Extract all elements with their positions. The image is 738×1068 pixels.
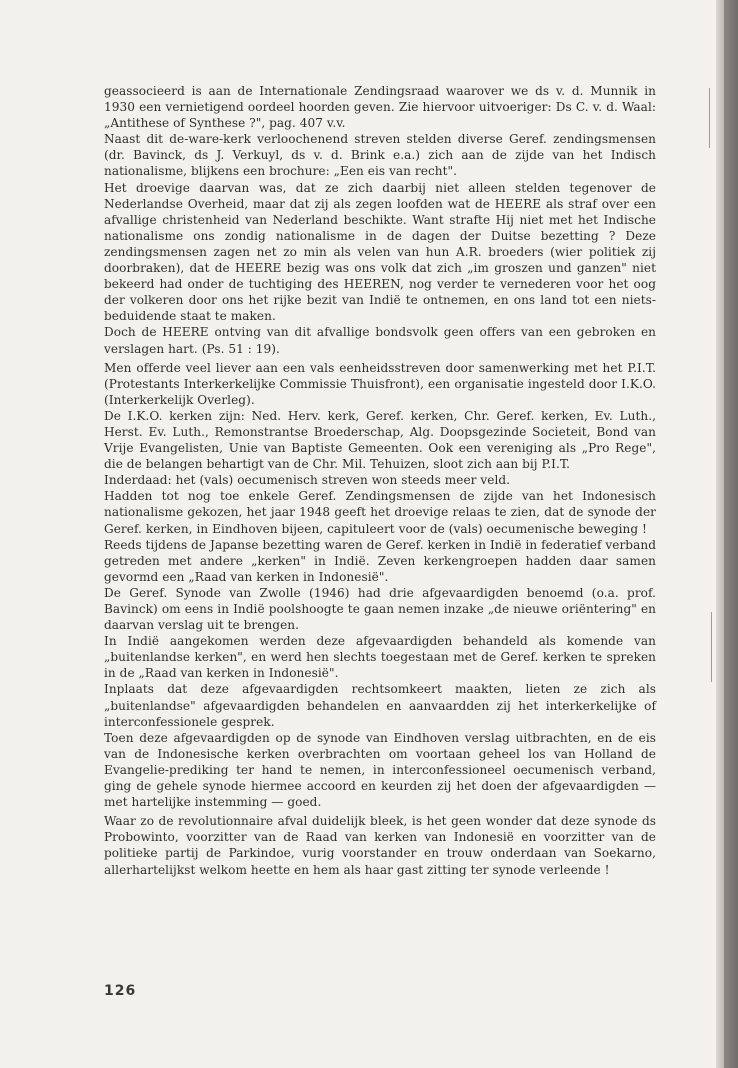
paragraph: Men offerde veel liever aan een vals eenheidsstreven door samenwerking met het P.I.T. (Protestants Interkerkelijke Commissie Thuisfront), een organisatie ingesteld door I.K.O. (Interkerkelijk Overleg). (104, 360, 656, 407)
paragraph: Inplaats dat deze afgevaardigden rechtsomkeert maakten, lieten ze zich als „buitenlandse" afgevaardigden behandelen en aanvaardden zij het interkerkelijke of interconfessionele gesprek. (104, 682, 656, 729)
paragraph: Inderdaad: het (vals) oecumenisch streven won steeds meer veld. (104, 473, 511, 488)
paragraph: geassocieerd is aan de Internationale Zendingsraad waarover we ds v. d. Munnik in 1930 een vernietigend oordeel hoorden geven. Zie hiervoor uitvoeriger: Ds C. v. d. Waal: „Antithese of Synthese ?", pag. 407 v.v. (104, 84, 656, 131)
paragraph: De Geref. Synode van Zwolle (1946) had drie afgevaardigden benoemd (o.a. prof. Bavinck) om eens in Indië poolshoogte te gaan nemen inzake „de nieuwe oriëntering" en daarvan verslag uit te brengen. (104, 585, 656, 633)
paragraph: Doch de HEERE ontving van dit afvallige bondsvolk geen offers van een gebroken en verslagen hart. (Ps. 51 : 19). (104, 325, 656, 356)
paragraph: In Indië aangekomen werden deze afgevaardigden behandeld als komende van „buitenlandse kerken", en werd hen slechts toegestaan met de Geref. kerken te spreken in de „Raad van kerken in Indonesië". (104, 634, 656, 681)
paragraph: De I.K.O. kerken zijn: Ned. Herv. kerk, Geref. kerken, Chr. Geref. kerken, Ev. Luth., Herst. Ev. Luth., Remonstrantse Broederschap, Alg. Doopsgezinde Societeit, Bond van Vrije Evangelisten, Unie van Baptiste Gemeenten. Ook een vereniging als „Pro Rege", die de belangen behartigt van de Chr. Mil. Tehuizen, sloot zich aan bij P.I.T. (104, 408, 656, 472)
page-edge-shadow (716, 0, 724, 1068)
body-text (104, 83, 656, 878)
margin-scan-mark (711, 612, 712, 682)
paragraph: Naast dit de-ware-kerk verloochenend streven stelden diverse Geref. zendingsmensen (dr. Bavinck, ds J. Verkuyl, ds v. d. Brink e.a.) zich aan de zijde van het Indisch nationalisme, blijkens een brochure: „Een eis van recht". (104, 132, 656, 179)
paragraph: Hadden tot nog toe enkele Geref. Zendingsmensen de zijde van het Indonesisch nationalisme gekozen, het jaar 1948 geeft het droevige relaas te zien, dat de synode der Geref. kerken, in Eindhoven bijeen, capituleert voor de (vals) oecumenische beweging ! (104, 489, 656, 536)
margin-scan-mark (709, 88, 710, 148)
paragraph: Het droevige daarvan was, dat ze zich daarbij niet alleen stelden tegenover de Nederlandse Overheid, maar dat zij als zegen loofden wat de HEERE als straf over een afvallige christenheid van Nederland beschikte. Want strafte Hij niet met het Indische nationalisme ons zondig nationalisme in de dagen der Duitse bezetting ? Deze zendingsmensen zagen net zo min als velen van hun A.R. broeders (wier politiek zij doorbraken), dat de HEERE bezig was ons volk dat zich „im groszen und ganzen" niet bekeerd had onder de tuchtiging des HEEREN, nog verder te vernederen voor het oog der volkeren door ons het rijke bezit van Indië te ontnemen, en ons land tot een niets-beduidende staat te maken. (104, 180, 656, 324)
paragraph: Reeds tijdens de Japanse bezetting waren de Geref. kerken in Indië in federatief verband getreden met andere „kerken" in Indië. Zeven kerkengroepen hadden daar samen gevormd een „Raad van kerken in Indonesië". (104, 537, 656, 584)
page-edge-binding (724, 0, 738, 1068)
paragraph: Waar zo de revolutionnaire afval duidelijk bleek, is het geen wonder dat deze synode ds Probowinto, voorzitter van de Raad van kerken van Indonesië en voorzitter van de politieke partij de Parkindoe, vurig voorstander en trouw onderdaan van Soekarno, allerhartelijkst welkom heette en hem als haar gast zitting ter synode verleende ! (104, 814, 656, 877)
page-number: 126 (104, 983, 137, 999)
paragraph: Toen deze afgevaardigden op de synode van Eindhoven verslag uitbrachten, en de eis van de Indonesische kerken overbrachten om voortaan geheel los van Holland de Evangelie-prediking ter hand te nemen, in interconfessioneel oecumenisch verband, ging de gehele synode hiermee accoord en keurden zij het doen der afgevaardigden — met hartelijke instemming — goed. (104, 730, 656, 810)
